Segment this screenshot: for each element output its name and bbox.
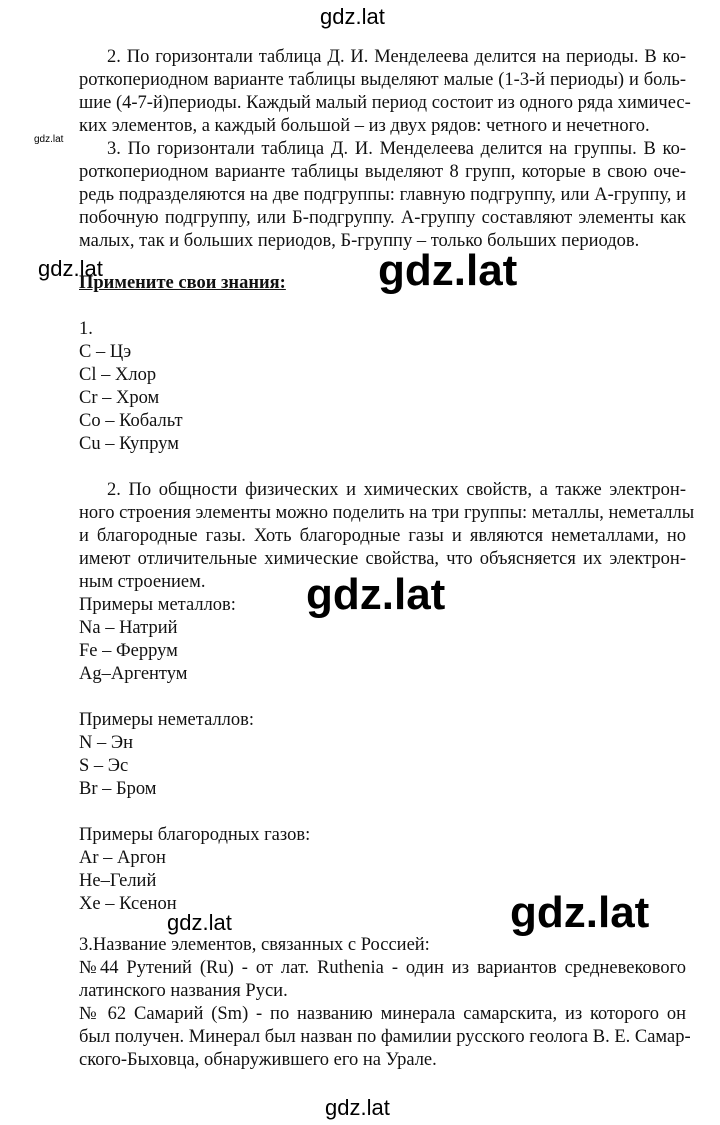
text-line: шие (4-7-й)периоды. Каждый малый период состоит из одного ряда химичес- [79,93,691,113]
noble-gases-title: Примеры благородных газов: [79,825,311,845]
list-item: Fe – Феррум [79,641,178,661]
list-item: Ag–Аргентум [79,664,188,684]
list-item: Cu – Купрум [79,434,179,454]
question-number: 1. [79,319,93,339]
list-item: Co – Кобальт [79,411,183,431]
text-line: роткопериодном варианте таблицы выделяют 8 групп, которые в свою оче- [79,162,686,182]
text-line: роткопериодном варианте таблицы выделяют малые (1-3-й периоды) и боль- [79,70,686,90]
text-line: 2. По общности физических и химических свойств, а также электрон- [107,480,686,500]
question-3-title: 3.Название элементов, связанных с Россией: [79,935,430,955]
text-line: редь подразделяются на две подгруппы: главную подгруппу, или А-группу, и [79,185,686,205]
text-line: № 62 Самарий (Sm) - по названию минерала самарскита, из которого он [79,1004,686,1024]
watermark-mid: gdz.lat [167,910,232,935]
watermark-large-2: gdz.lat [306,570,446,619]
list-item: Cr – Хром [79,388,160,408]
metals-title: Примеры металлов: [79,595,236,615]
text-line: и благородные газы. Хоть благородные газы и являются неметаллами, но [79,526,686,546]
list-item: С – Цэ [79,342,132,362]
list-item: Ar – Аргон [79,848,166,868]
list-item: Na – Натрий [79,618,178,638]
text-line: 2. По горизонтали таблица Д. И. Менделеева делится на периоды. В ко- [107,47,686,67]
list-item: Xe – Ксенон [79,894,177,914]
text-line: ного строения элементы можно поделить на три группы: металлы, неметаллы [79,503,695,523]
list-item: He–Гелий [79,871,157,891]
text-line: латинского названия Руси. [79,981,288,1001]
text-line: побочную подгруппу, или Б-подгруппу. А-группу составляют элементы как [79,208,686,228]
watermark-large-1: gdz.lat [378,246,518,295]
watermark-top: gdz.lat [320,4,385,29]
list-item: Cl – Хлор [79,365,157,385]
text-line: №44 Рутений (Ru) - от лат. Ruthenia - один из вариантов средневекового [79,958,686,978]
text-line: ского-Быховца, обнаружившего его на Урале. [79,1050,437,1070]
text-line: имеют отличительные химические свойства, что объясняется их электрон- [79,549,686,569]
list-item: N – Эн [79,733,133,753]
text-line: был получен. Минерал был назван по фамилии русского геолога В. Е. Самар- [79,1027,691,1047]
text-line: ких элементов, а каждый большой – из двух рядов: четного и нечетного. [79,116,650,136]
list-item: Br – Бром [79,779,157,799]
watermark-left: gdz.lat [38,256,103,281]
watermark-large-3: gdz.lat [510,888,650,937]
watermark-bottom: gdz.lat [325,1095,390,1120]
nonmetals-title: Примеры неметаллов: [79,710,255,730]
text-line: 3. По горизонтали таблица Д. И. Менделеева делится на группы. В ко- [107,139,686,159]
watermark-tiny: gdz.lat [34,134,64,145]
text-line: малых, так и больших периодов, Б-группу – только больших периодов. [79,231,640,251]
text-line: ным строением. [79,572,206,592]
section-heading: Примените свои знания: [79,273,286,293]
list-item: S – Эс [79,756,129,776]
